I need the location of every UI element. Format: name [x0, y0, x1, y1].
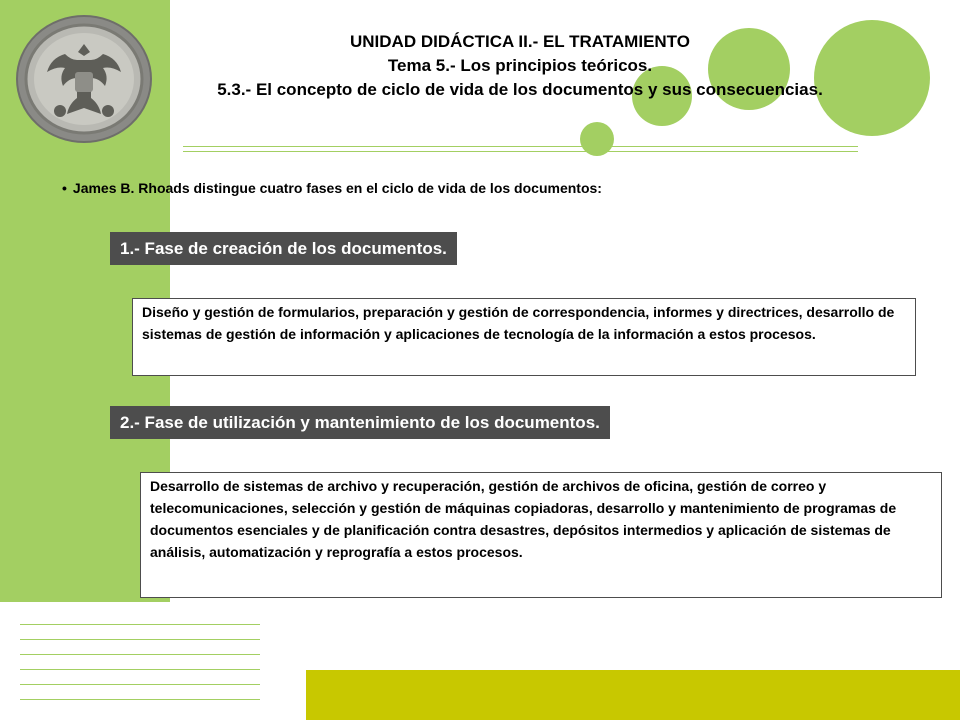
section-title: 5.3.- El concepto de ciclo de vida de los documentos y sus consecuencias.	[217, 80, 823, 99]
intro-text: James B. Rhoads distingue cuatro fases en el ciclo de vida de los documentos:	[72, 180, 602, 196]
intro-bullet	[62, 180, 602, 196]
phase-2-description: Desarrollo de sistemas de archivo y recuperación, gestión de archivos de oficina, gestión de correo y telecomunicaciones, selección y gestión de máquinas copiadoras, desarrollo y mantenimiento de programas de documentos esenciales y de planificación contra desastres, depósitos intermedios y aplicación de sistemas de análisis, automatización y reprografía a estos procesos.	[140, 472, 942, 598]
title-divider	[183, 146, 858, 152]
decorative-lines	[20, 624, 260, 714]
unit-title: UNIDAD DIDÁCTICA II.- EL TRATAMIENTO	[350, 32, 690, 51]
bottom-accent-bar	[306, 670, 960, 720]
topic-title: Tema 5.- Los principios teóricos.	[387, 56, 653, 75]
phase-1-description: Diseño y gestión de formularios, preparación y gestión de correspondencia, informes y directrices, desarrollo de sistemas de gestión de información y aplicaciones de tecnología de la información a estos procesos.	[132, 298, 916, 376]
bullet-icon: •	[62, 180, 67, 196]
phase-1-title: 1.- Fase de creación de los documentos.	[110, 232, 457, 265]
slide-title	[175, 30, 865, 102]
phase-2-title: 2.- Fase de utilización y mantenimiento de los documentos.	[110, 406, 610, 439]
double-headed-eagle-seal-icon	[15, 14, 153, 144]
